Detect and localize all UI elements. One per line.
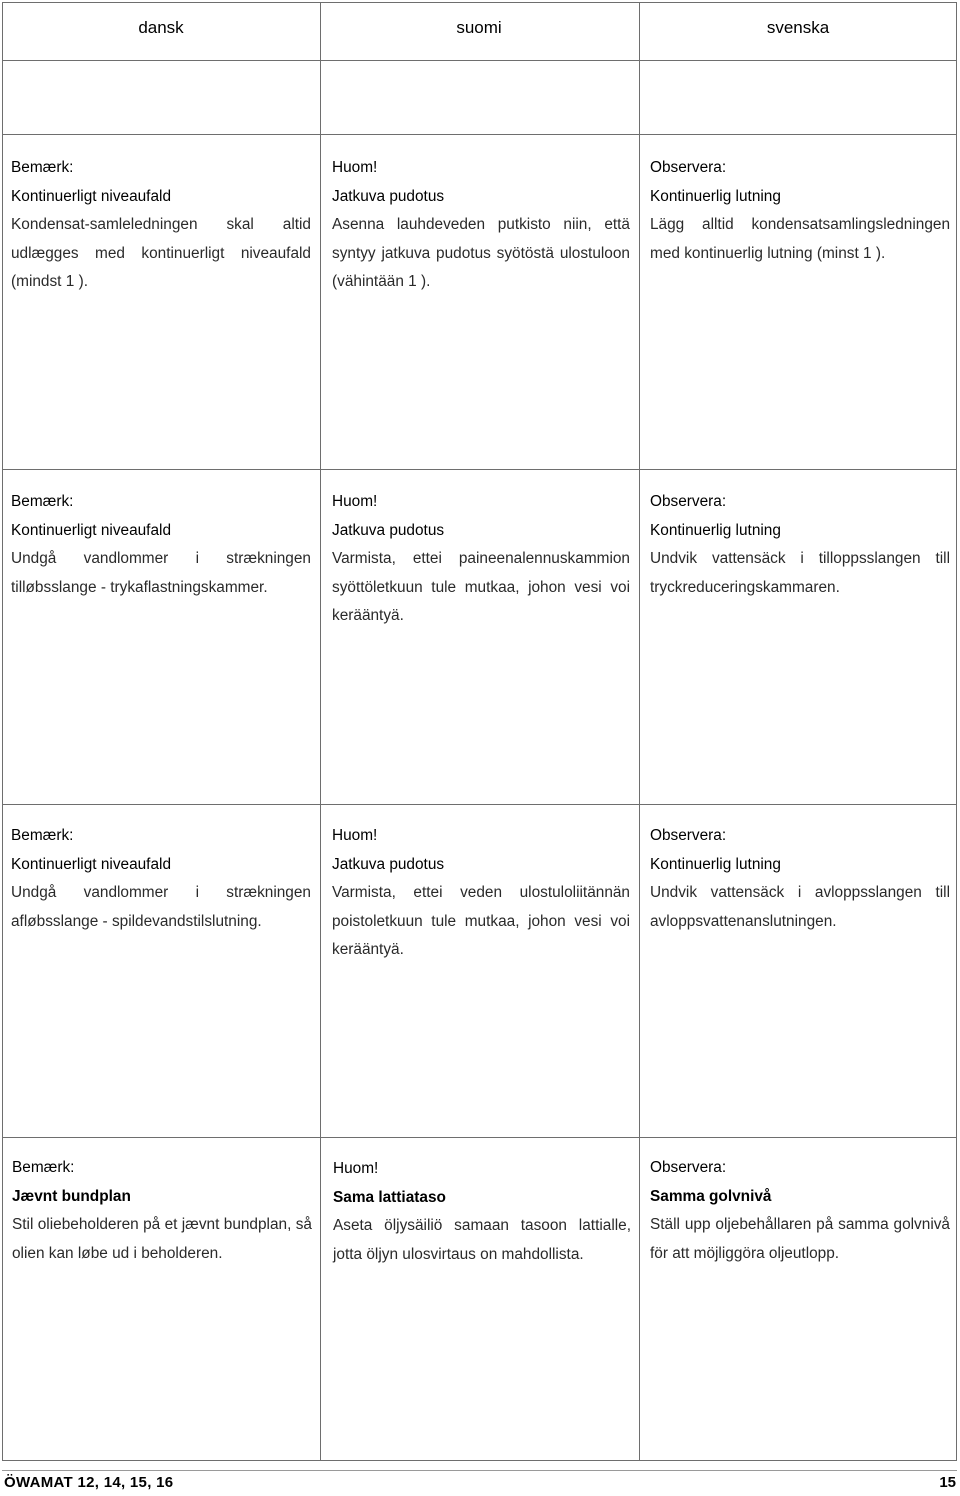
note-subtitle: Jatkuva pudotus <box>332 187 445 205</box>
note-cell-svenska-4 <box>650 1154 950 1268</box>
note-title: Observera: <box>650 493 727 510</box>
note-subtitle: Kontinuerlig lutning <box>650 187 781 205</box>
note-body: Kondensat-samleledningen skal altid udlægges med kontinuerligt niveaufald (mindst 1 ). <box>11 216 311 290</box>
note-cell-dansk-2 <box>11 488 311 602</box>
row-divider <box>3 804 956 805</box>
note-title: Huom! <box>332 493 378 510</box>
note-subtitle: Kontinuerlig lutning <box>650 855 781 873</box>
note-body: Varmista, ettei veden ulostuloliitännän poistoletkuun tule mutkaa, johon vesi voi kerääntyä. <box>332 884 630 958</box>
note-body: Lägg alltid kondensatsamlingsledningen med kontinuerlig lutning (minst 1 ). <box>650 216 950 262</box>
note-cell-svenska-2 <box>650 488 950 602</box>
note-body: Undvik vattensäck i tilloppsslangen till tryckreduceringskammaren. <box>650 550 950 596</box>
note-title: Observera: <box>650 1159 727 1176</box>
note-title: Huom! <box>332 827 378 844</box>
row-divider <box>3 134 956 135</box>
note-cell-suomi-4 <box>333 1155 631 1269</box>
row-divider <box>3 469 956 470</box>
note-title: Bemærk: <box>11 159 74 176</box>
note-title: Observera: <box>650 827 727 844</box>
page-number: 15 <box>939 1474 956 1491</box>
column-divider <box>320 3 321 1460</box>
row-divider <box>3 60 956 61</box>
note-subtitle: Kontinuerlig lutning <box>650 521 781 539</box>
note-body: Undgå vandlommer i strækningen tilløbsslange - trykaflastningskammer. <box>11 550 311 596</box>
note-subtitle: Jatkuva pudotus <box>332 855 445 873</box>
note-subtitle: Jævnt bundplan <box>12 1187 131 1205</box>
note-title: Bemærk: <box>12 1159 75 1176</box>
note-cell-svenska-3 <box>650 822 950 936</box>
note-body: Undvik vattensäck i avloppsslangen till avloppsvattenanslutningen. <box>650 884 950 930</box>
note-cell-suomi-2 <box>332 488 630 631</box>
note-subtitle: Sama lattiataso <box>333 1188 446 1206</box>
note-cell-dansk-3 <box>11 822 311 936</box>
column-header-svenska: svenska <box>766 18 830 37</box>
note-subtitle: Kontinuerligt niveaufald <box>11 187 172 205</box>
note-subtitle: Kontinuerligt niveaufald <box>11 521 172 539</box>
note-title: Huom! <box>333 1160 379 1177</box>
note-body: Ställ upp oljebehållaren på samma golvnivå för att möjliggöra oljeutlopp. <box>650 1216 950 1262</box>
column-header-dansk: dansk <box>138 18 184 37</box>
footer-rule <box>2 1470 957 1471</box>
note-title: Bemærk: <box>11 493 74 510</box>
note-cell-dansk-1 <box>11 154 311 297</box>
row-divider <box>3 1137 956 1138</box>
column-header-suomi: suomi <box>456 18 502 37</box>
note-body: Stil oliebeholderen på et jævnt bundplan, så olien kan løbe ud i beholderen. <box>12 1216 312 1262</box>
note-cell-dansk-4 <box>12 1154 312 1268</box>
note-cell-suomi-3 <box>332 822 630 965</box>
footer-product: ÖWAMAT 12, 14, 15, 16 <box>4 1474 174 1491</box>
note-title: Observera: <box>650 159 727 176</box>
note-body: Undgå vandlommer i strækningen afløbsslange - spildevandstilslutning. <box>11 884 311 930</box>
note-subtitle: Samma golvnivå <box>650 1187 772 1205</box>
note-cell-svenska-1 <box>650 154 950 268</box>
note-title: Bemærk: <box>11 827 74 844</box>
note-subtitle: Kontinuerligt niveaufald <box>11 855 172 873</box>
column-divider <box>639 3 640 1460</box>
note-body: Aseta öljysäiliö samaan tasoon lattialle, jotta öljyn ulosvirtaus on mahdollista. <box>333 1217 631 1263</box>
note-body: Varmista, ettei paineenalennuskammion syöttöletkuun tule mutkaa, johon vesi voi kerääntyä. <box>332 550 630 624</box>
note-cell-suomi-1 <box>332 154 630 297</box>
note-subtitle: Jatkuva pudotus <box>332 521 445 539</box>
note-body: Asenna lauhdeveden putkisto niin, että syntyy jatkuva pudotus syötöstä ulostuloon (vähintään 1 ). <box>332 216 630 290</box>
note-title: Huom! <box>332 159 378 176</box>
